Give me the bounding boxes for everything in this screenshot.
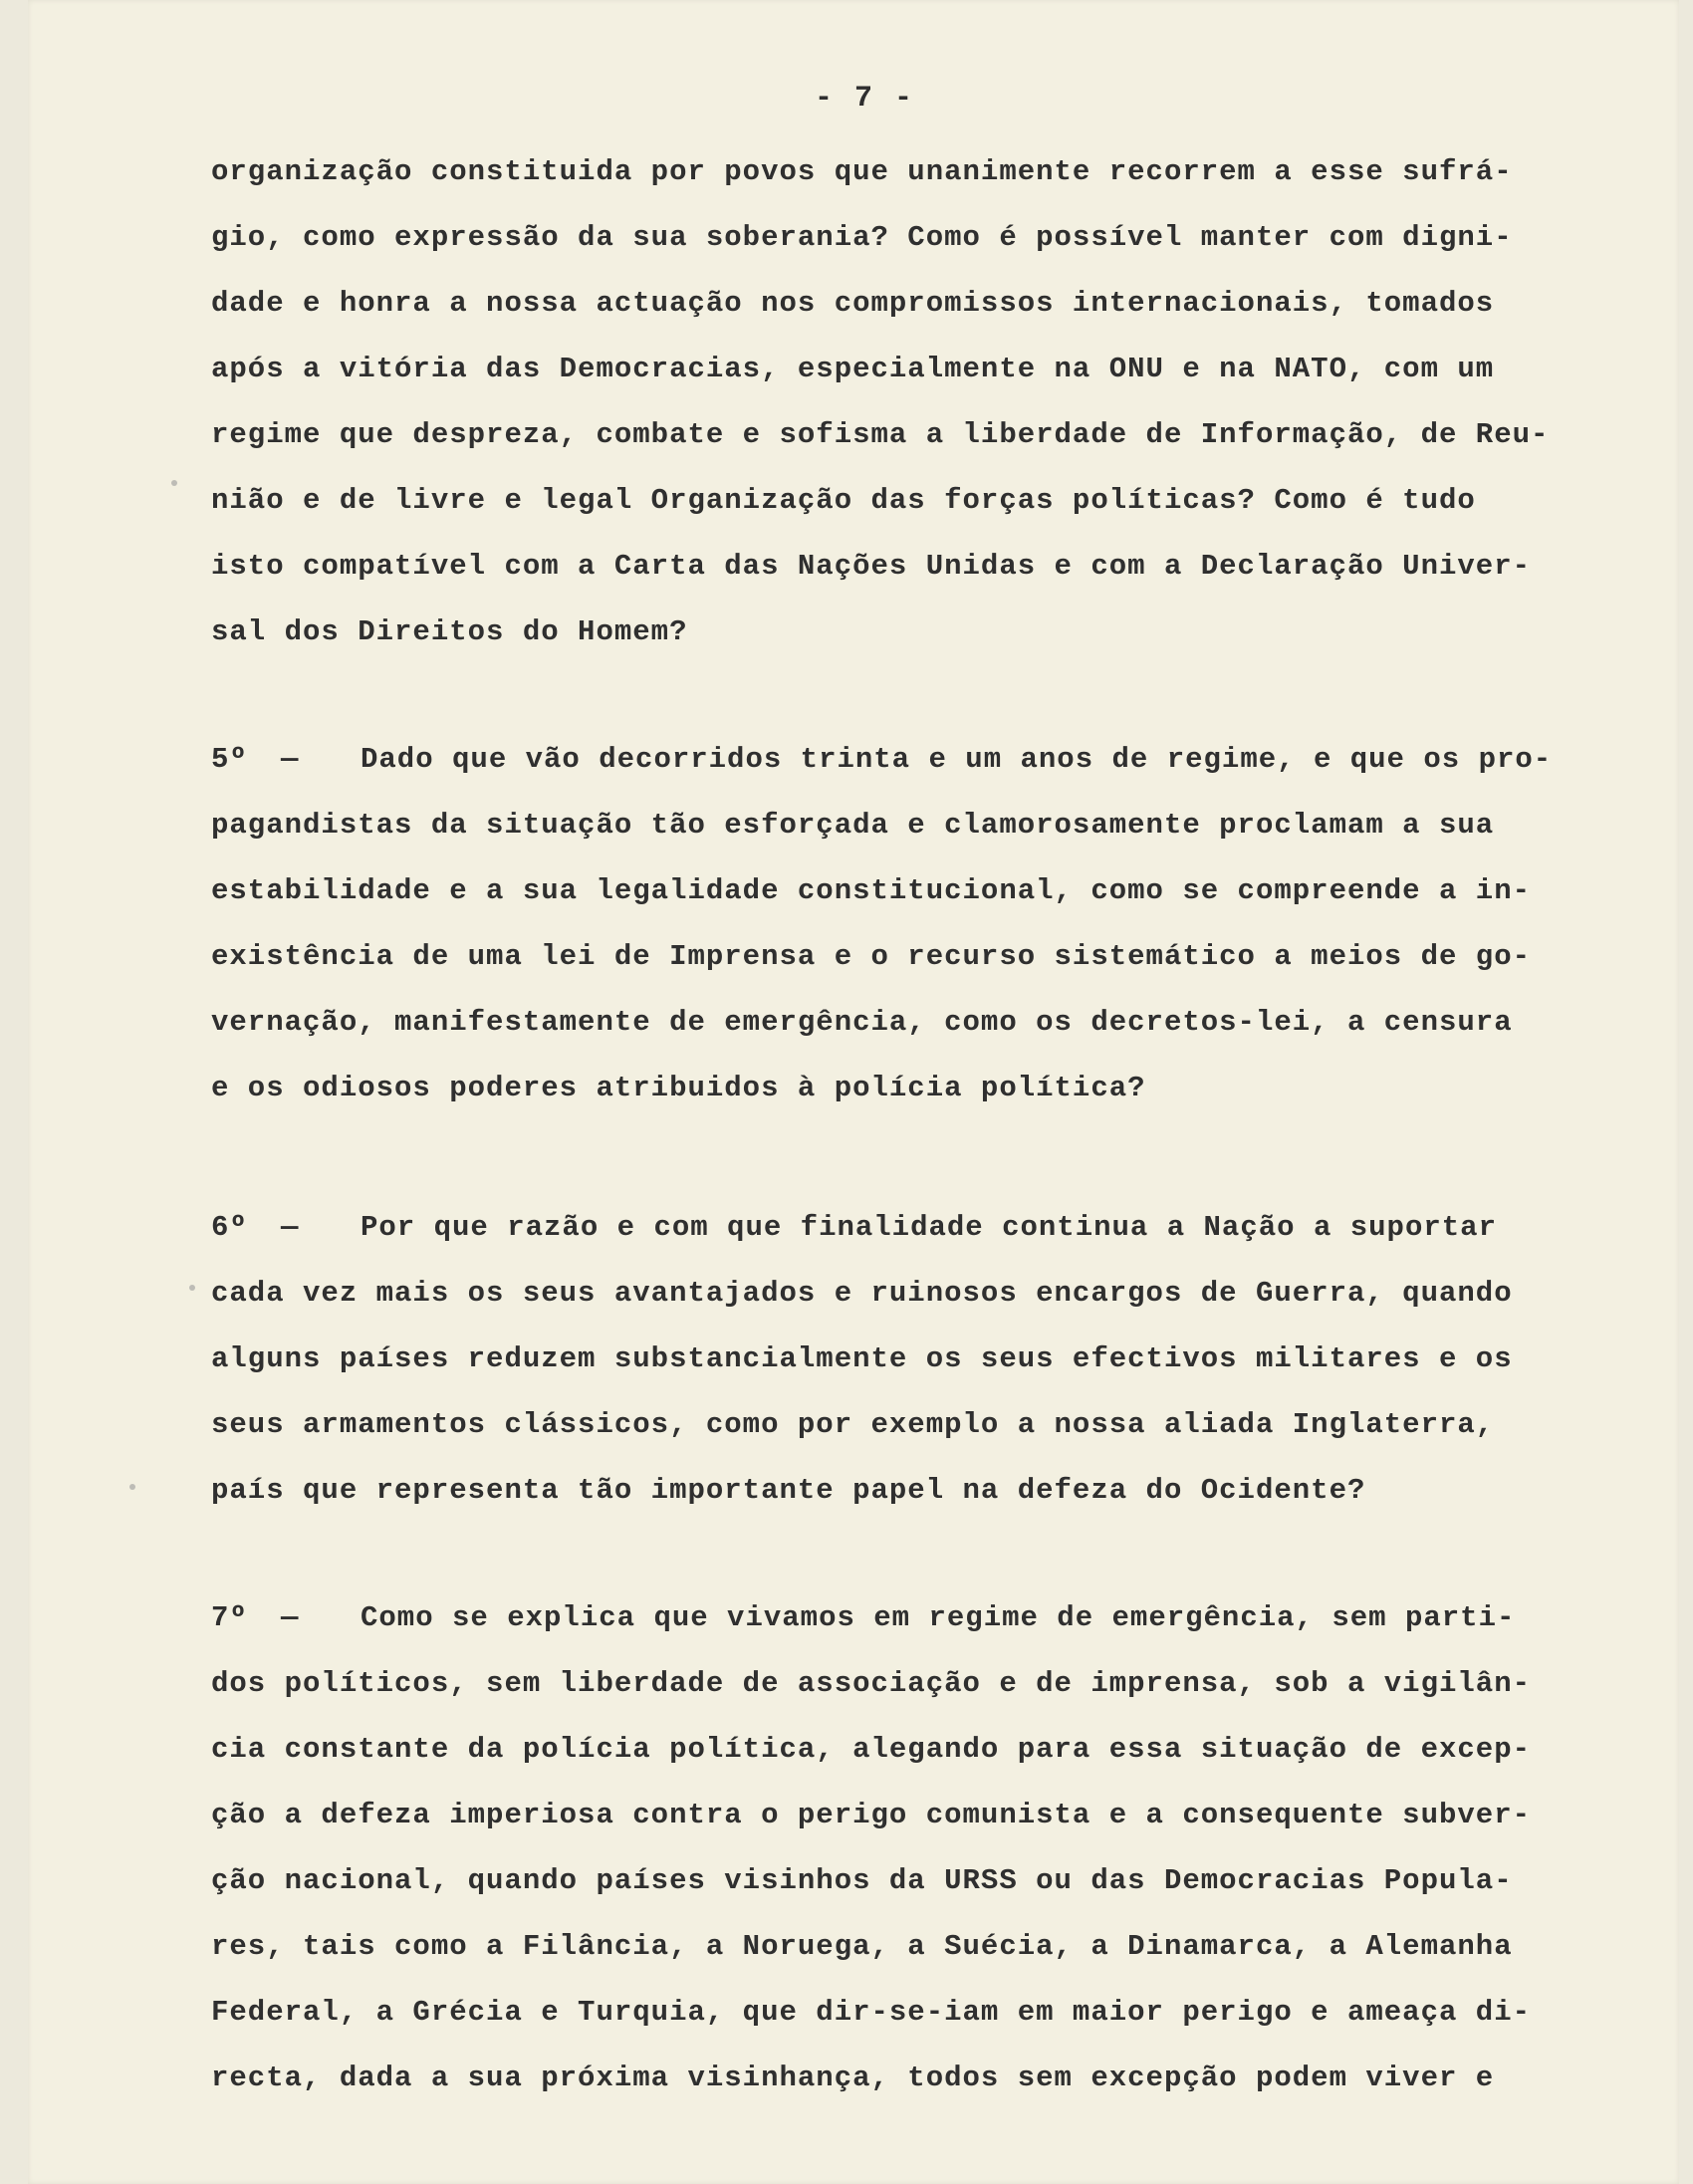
paragraph-number: 6º: [211, 1211, 248, 1244]
text-line: [211, 727, 1653, 793]
text-line: seus armamentos clássicos, como por exemplo a nossa aliada Inglaterra,: [211, 1408, 1495, 1441]
text-line: res, tais como a Filância, a Noruega, a Suécia, a Dinamarca, a Alemanha: [211, 1930, 1513, 1963]
text-line: [211, 1195, 1653, 1261]
paragraph-7: [211, 1585, 1653, 2111]
text-line: vernação, manifestamente de emergência, como os decretos-lei, a censura: [211, 1006, 1513, 1039]
text-line: cada vez mais os seus avantajados e ruinosos encargos de Guerra, quando: [211, 1277, 1513, 1310]
text-line: estabilidade e a sua legalidade constitucional, como se compreende a in-: [211, 874, 1532, 907]
text-line: alguns países reduzem substancialmente os seus efectivos militares e os: [211, 1342, 1513, 1375]
margin-mark: [189, 1285, 195, 1291]
text-line: ção nacional, quando países visinhos da URSS ou das Democracias Popula-: [211, 1864, 1513, 1897]
paragraph-dash: —: [281, 1211, 300, 1244]
paragraph-continuation: [211, 139, 1653, 665]
margin-mark: [171, 480, 177, 486]
text-line: nião e de livre e legal Organização das forças políticas? Como é tudo: [211, 484, 1476, 517]
margin-mark: [129, 1484, 135, 1490]
text-line: existência de uma lei de Imprensa e o recurso sistemático a meios de go-: [211, 940, 1532, 973]
text-line: isto compatível com a Carta das Nações Unidas e com a Declaração Univer-: [211, 550, 1532, 583]
paragraph-number: 7º: [211, 1601, 248, 1634]
page-number: - 7 -: [815, 82, 915, 116]
paragraph-dash: —: [281, 743, 300, 776]
text-line: regime que despreza, combate e sofisma a liberdade de Informação, de Reu-: [211, 418, 1550, 451]
text-line: recta, dada a sua próxima visinhança, todos sem excepção podem viver e: [211, 2062, 1495, 2094]
text-segment: Como se explica que vivamos em regime de emergência, sem parti-: [361, 1601, 1516, 1634]
text-line: dos políticos, sem liberdade de associação e de imprensa, sob a vigilân-: [211, 1667, 1532, 1700]
text-line: gio, como expressão da sua soberania? Como é possível manter com digni-: [211, 221, 1513, 254]
text-line: pagandistas da situação tão esforçada e clamorosamente proclamam a sua: [211, 809, 1495, 842]
text-segment: Dado que vão decorridos trinta e um anos de regime, e que os pro-: [361, 743, 1553, 776]
text-segment: Por que razão e com que finalidade continua a Nação a suportar: [361, 1211, 1497, 1244]
text-line: sal dos Direitos do Homem?: [211, 615, 688, 648]
text-line: organização constituida por povos que unanimente recorrem a esse sufrá-: [211, 155, 1513, 188]
text-line: e os odiosos poderes atribuidos à polícia política?: [211, 1072, 1146, 1104]
paragraph-5: [211, 727, 1653, 1121]
text-line: cia constante da polícia política, alegando para essa situação de excep-: [211, 1733, 1532, 1766]
paragraph-6: [211, 1195, 1653, 1524]
text-line: após a vitória das Democracias, especialmente na ONU e na NATO, com um: [211, 353, 1495, 385]
text-line: ção a defeza imperiosa contra o perigo comunista e a consequente subver-: [211, 1799, 1532, 1831]
text-line: país que representa tão importante papel na defeza do Ocidente?: [211, 1474, 1366, 1507]
text-line: Federal, a Grécia e Turquia, que dir-se-iam em maior perigo e ameaça di-: [211, 1996, 1532, 2029]
text-line: [211, 1585, 1653, 1651]
text-line: dade e honra a nossa actuação nos compromissos internacionais, tomados: [211, 287, 1495, 320]
paragraph-number: 5º: [211, 743, 248, 776]
paragraph-dash: —: [281, 1601, 300, 1634]
